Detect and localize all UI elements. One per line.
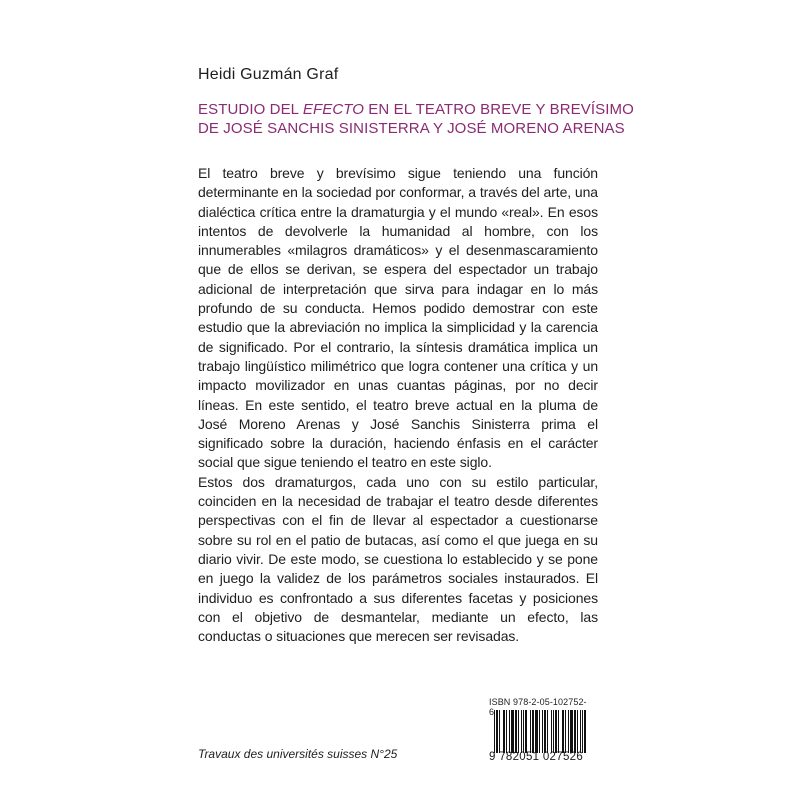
author-name: Heidi Guzmán Graf: [198, 66, 339, 83]
isbn-barcode: [489, 697, 591, 767]
barcode-bar: [565, 710, 566, 753]
title-italic-word: EFECTO: [302, 101, 365, 118]
barcode-bar: [568, 710, 569, 753]
barcode-bars: [494, 710, 590, 753]
barcode-bar: [555, 710, 557, 753]
barcode-bar: [515, 710, 517, 753]
barcode-bar: [547, 710, 548, 753]
barcode-bar: [558, 710, 559, 753]
barcode-bar: [532, 710, 534, 753]
title-line-1: [198, 100, 634, 119]
barcode-bar: [494, 710, 495, 753]
series-name: Travaux des universités suisses N°25: [198, 747, 398, 761]
barcode-bar: [570, 710, 573, 753]
barcode-bar: [535, 710, 538, 753]
barcode-bar: [577, 710, 578, 753]
barcode-bar: [518, 710, 519, 753]
barcode-bar: [539, 710, 540, 753]
barcode-bar: [499, 710, 500, 753]
barcode-bar: [542, 710, 543, 753]
barcode-bar: [506, 710, 507, 753]
title-line-1-end: EN EL TEATRO BREVE Y BREVÍSIMO: [364, 101, 634, 118]
barcode-bar: [580, 710, 581, 753]
blurb-paragraph-1: El teatro breve y brevísimo sigue teniendo una función determinante en la sociedad por conformar, a través del arte, una dialéctica crítica entre la dramaturgia y el mundo «real». En esos intentos de devolverle la humanidad al hombre, con los innumerables «milagros dramáticos» y el desenmascaramiento que de ellos se derivan, se espera del espectador un trabajo adicional de interpretación que sirva para indagar en lo más profundo de su conducta. Hemos podido demostrar con este estudio que la abreviación no implica la simplicidad y la carencia de significado. Por el contrario, la síntesis dramática implica un trabajo lingüístico milimétrico que logra contener una crítica y un impacto movilizador en unas cuantas páginas, por no decir líneas. En este sentido, el teatro breve actual en la pluma de José Moreno Arenas y José Sanchis Sinisterra prima el significado sobre la duración, haciendo énfasis en el carácter social que sigue teniendo el teatro en este siglo.: [198, 165, 598, 471]
barcode-bar: [544, 710, 546, 753]
barcode-bar: [503, 710, 505, 753]
barcode-bar: [553, 710, 554, 753]
isbn-label: ISBN 978-2-05-102752-6: [489, 697, 587, 717]
barcode-bar: [523, 710, 524, 753]
barcode-bar: [496, 710, 498, 753]
blurb-paragraph-2: Estos dos dramaturgos, cada uno con su estilo particular, coinciden en la necesidad de trabajar el teatro desde diferentes perspectivas con el fin de llevar al espectador a cuestionarse sobre su rol en el patio de butacas, así como el que juega en su diario vivir. De este modo, se cuestiona lo establecido y se pone en juego la validez de los parámetros sociales instaurados. El individuo es confrontado a sus diferentes facetas y posiciones con el objetivo de desmantelar, mediante un efecto, las conductas o situaciones que merecen ser revisadas.: [198, 473, 598, 645]
book-title: [198, 100, 634, 138]
barcode-bar: [562, 710, 564, 753]
title-line-1-start: ESTUDIO DEL: [198, 101, 303, 118]
barcode-bar: [509, 710, 510, 753]
barcode-bar: [530, 710, 531, 753]
barcode-bar: [551, 710, 552, 753]
barcode-bar: [584, 710, 586, 753]
barcode-bar: [582, 710, 583, 753]
barcode-bar: [525, 710, 527, 753]
barcode-bar: [511, 710, 514, 753]
barcode-digits: 9 782051 027526: [489, 751, 584, 763]
blurb-text: [198, 164, 598, 646]
barcode-bar: [574, 710, 576, 753]
barcode-bar: [521, 710, 522, 753]
title-line-2: DE JOSÉ SANCHIS SINISTERRA Y JOSÉ MORENO ARENAS: [198, 120, 625, 137]
